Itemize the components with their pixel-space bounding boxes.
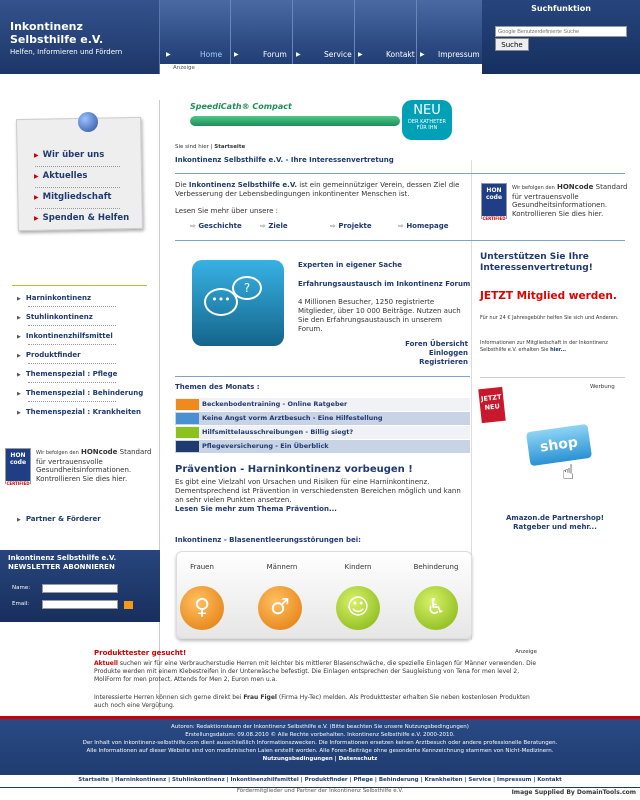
pin-icon (78, 112, 98, 132)
catheter-image (190, 116, 400, 126)
forum-heading: Experten in eigener Sache (298, 261, 403, 269)
produkttester-title: Produkttester gesucht! (94, 649, 187, 657)
image-credit: Image Supplied By DomainTools.com (511, 789, 636, 796)
arrow-icon: ⇨ (330, 222, 336, 230)
honcode-certified: CERTIFIED (482, 216, 506, 221)
forum-register-link[interactable]: Registrieren (419, 358, 468, 366)
speech-bubble-icon: ? (232, 276, 262, 300)
themen-item[interactable]: Keine Angst vorm Arztbesuch - Eine Hilfestellung (175, 412, 470, 425)
sidebar-link-harninkontinenz[interactable]: ▶ Harninkontinenz (17, 294, 92, 302)
intro-text: Die Inkontinenz Selbsthilfe e.V. ist ein gemeinnütziger Verein, dessen Ziel die Verbesserung der Lebensbedingungen inkontinenter Menschen ist. (175, 181, 460, 198)
newsletter-title: Inkontinenz Selbsthilfe e.V. (8, 554, 117, 562)
honcode-logo[interactable] (5, 448, 31, 484)
divider (28, 382, 116, 383)
support-title: Unterstützen Sie Ihre Interessenvertretung! (480, 252, 593, 273)
cat-frauen-label: Frauen (190, 563, 214, 571)
divider (28, 344, 116, 345)
menu-item-aktuelles[interactable]: ▶ Aktuelles (34, 171, 88, 181)
forum-subheading: Erfahrungsaustausch im Inkontinenz Forum (298, 280, 471, 288)
divider (175, 173, 625, 174)
banner-product: SpeediCath® Compact (190, 102, 292, 111)
cat-maenner-label: Männern (266, 563, 298, 571)
site-title: Inkontinenz Selbsthilfe e.V. (10, 20, 104, 46)
themen-item[interactable]: Hilfsmittelausschreibungen - Billig siegt? (175, 426, 470, 439)
color-swatch (176, 441, 199, 452)
search-panel (482, 0, 640, 74)
main-nav (160, 0, 482, 64)
produkttester-text: Aktuell suchen wir für eine Verbraucherstudie Herren mit leichter bis mittlerer Blasenschwäche, die spezielle Einlagen für Männer verwenden. Die Produkte werden mit einem Klebestreifen in der Unterwäsche befestigt. Die Einlagen entsprechen der Saugleistung von Tena for men level 2, MoliForm for men protect, Attends for Men 2, Euron men u.a. (94, 660, 537, 683)
nav-arrow-icon: ▶ (296, 51, 301, 58)
newsletter-submit-icon[interactable] (124, 601, 133, 609)
nav-item-forum[interactable]: Forum (263, 50, 287, 59)
nav-arrow-icon: ▶ (166, 51, 171, 58)
link-projekte[interactable]: ⇨ Projekte (330, 222, 372, 230)
newsletter-email-label: Email: (12, 601, 30, 607)
divider (12, 285, 147, 286)
praevention-link[interactable]: Lesen Sie mehr zum Thema Prävention... (175, 505, 337, 513)
werbung-label: Werbung (590, 384, 615, 390)
search-input[interactable] (495, 26, 627, 37)
divider (175, 240, 625, 241)
honcode-text: Wir befolgen den HONcode Standard für vertrauensvolle Gesundheitsinformationen. Kontrollieren Sie dies hier. (36, 448, 152, 483)
amazon-sub-link[interactable]: Ratgeber und mehr... (513, 523, 597, 531)
fee-text: Für nur 24 € Jahresgebühr helfen Sie sich und Anderen. (480, 315, 619, 321)
breadcrumb: Sie sind hier | Startseite (175, 144, 246, 150)
themen-item[interactable]: Pflegeversicherung - Ein Überblick (175, 440, 470, 453)
man-icon[interactable]: ♂ (258, 586, 302, 630)
praevention-title[interactable]: Prävention - Harninkontinenz vorbeugen ! (175, 464, 413, 475)
arrow-icon: ⇨ (398, 222, 404, 230)
footer-line: Autoren: Redaktionsteam der Inkontinenz Selbsthilfe e.V. (Bitte beachten Sie unsere Nutzungsbedingungen) (171, 724, 469, 730)
site-subtitle: Helfen, Informieren und Fördern (10, 48, 123, 56)
nav-arrow-icon: ▶ (234, 51, 239, 58)
sidebar-link-behinderung[interactable]: ▶ Themenspezial : Behinderung (17, 389, 144, 397)
nav-arrow-icon: ▶ (358, 51, 363, 58)
forum-login-link[interactable]: Einloggen (428, 349, 468, 357)
divider (28, 363, 116, 364)
link-homepage[interactable]: ⇨ Homepage (398, 222, 449, 230)
nav-item-impressum[interactable]: Impressum (438, 50, 480, 59)
sidebar-link-krankheiten[interactable]: ▶ Themenspezial : Krankheiten (17, 408, 142, 416)
color-swatch (176, 427, 199, 438)
menu-item-mitgliedschaft[interactable]: ▶ Mitgliedschaft (34, 192, 112, 202)
menu-item-wir-ueber-uns[interactable]: ▶ Wir über uns (34, 150, 105, 160)
footer-stripe (0, 716, 640, 719)
forum-icon[interactable] (192, 260, 284, 346)
intro-more: Lesen Sie mehr über unsere : (175, 207, 279, 215)
ad-banner[interactable] (190, 100, 446, 140)
sidebar-link-produktfinder[interactable]: ▶ Produktfinder (17, 351, 81, 359)
nav-item-kontakt[interactable]: Kontakt (386, 50, 415, 59)
divider (35, 187, 120, 188)
newsletter-subtitle: NEWSLETTER ABONNIEREN (8, 563, 115, 571)
search-button[interactable]: Suche (495, 38, 529, 51)
shop-button-image[interactable]: shop (526, 424, 592, 466)
menu-item-spenden[interactable]: ▶ Spenden & Helfen (34, 213, 130, 223)
honcode-text: Wir befolgen den HONcode Standard für vertrauensvolle Gesundheitsinformationen. Kontrollieren Sie dies hier. (512, 183, 628, 218)
link-ziele[interactable]: ⇨ Ziele (260, 222, 288, 230)
nav-item-home[interactable]: Home (200, 50, 223, 59)
nav-divider (292, 0, 293, 64)
child-icon[interactable]: ☺ (336, 586, 380, 630)
membership-info: Informationen zur Mitgliedschaft in der Inkontinenz Selbsthilfe e.V. erhalten Sie hier... (480, 340, 608, 353)
forum-overview-link[interactable]: Foren Übersicht (405, 340, 468, 348)
jetzt-neu-badge[interactable]: JETZT NEU (478, 387, 505, 423)
page-title: Inkontinenz Selbsthilfe e.V. - Ihre Interessenvertretung (175, 156, 394, 164)
ad-label: Anzeige (515, 649, 537, 655)
blase-heading: Inkontinenz - Blasenentleerungsstörungen bei: (175, 536, 361, 544)
nav-arrow-icon: ▶ (420, 51, 425, 58)
sidebar-link-partner[interactable]: ▶ Partner & Förderer (17, 515, 101, 523)
footer-line: Alle Informationen auf dieser Website sind von medizinischen Laien erstellt worden. Alle Foren-Beiträge ohne gesonderte Kennzeichnung stammen von Nicht-Medizinern. (86, 748, 554, 754)
site-logo[interactable] (0, 0, 160, 74)
sidebar-link-pflege[interactable]: ▶ Themenspezial : Pflege (17, 370, 118, 378)
arrow-icon: ⇨ (190, 222, 196, 230)
nav-divider (354, 0, 355, 64)
footer-nav-links[interactable]: Startseite | Harninkontinenz | Stuhlinkontinenz | Inkontinenzhilfsmittel | Produktfinder | Pflege | Behinderung | Krankheiten | Service | Impressum | Kontakt (0, 775, 640, 787)
cat-behinderung-label: Behinderung (413, 563, 459, 571)
divider (175, 376, 470, 377)
membership-info-link[interactable]: hier... (550, 347, 567, 353)
link-geschichte[interactable]: ⇨ Geschichte (190, 222, 242, 230)
newsletter-email-input[interactable] (42, 600, 118, 609)
ad-label: Anzeige (173, 65, 195, 71)
nav-item-service[interactable]: Service (324, 50, 352, 59)
divider (28, 325, 116, 326)
jetzt-mitglied-link[interactable]: JETZT Mitglied werden. (480, 290, 617, 302)
divider (35, 208, 120, 209)
partner-footer-label: Fördermitglieder und Partner der Inkontinenz Selbsthilfe e.V. (0, 788, 640, 800)
produkttester-contact: Interessierte Herren können sich gerne direkt bei Frau Figel (Firma Hy-Tec) melden. Als Produkttester erhalten Sie neben kostenlosen Produkten auch noch eine Vergütung. (94, 694, 530, 709)
woman-icon[interactable]: ♀ (180, 586, 224, 630)
neu-badge: NEU DER KATHETER FÜR IHN (402, 100, 452, 140)
newsletter-name-input[interactable] (42, 584, 118, 593)
honcode-label: HON code (9, 452, 27, 466)
honcode-label: HON code (485, 187, 503, 201)
footer-line: Der Inhalt von inkontinenz-selbsthilfe.com dient ausschließlich Informationszwecken. Die Informationen ersetzen keinen Arztbesuch oder andere professionelle Beratungen. (82, 740, 558, 746)
newsletter-name-label: Name: (12, 585, 31, 591)
footer-line: Erstellungsdatum: 09.08.2010 © Alle Rechte vorbehalten. Inkontinenz Selbsthilfe e.V. 2000-2010. (185, 732, 455, 738)
themen-heading: Themen des Monats : (175, 383, 260, 391)
breadcrumb-current[interactable]: Startseite (214, 144, 246, 150)
divider (35, 166, 120, 167)
sidebar-link-stuhlinkontinenz[interactable]: ▶ Stuhlinkontinenz (17, 313, 93, 321)
speech-bubble-icon: ••• (204, 288, 238, 316)
nav-divider (230, 0, 231, 64)
produkttester-section (82, 645, 542, 715)
cursor-hand-icon: ☝ (562, 460, 575, 484)
divider (28, 401, 116, 402)
forum-text: 4 Millionen Besucher, 1250 registrierte Mitglieder, über 10 000 Beiträge. Nutzen auch Sie den Erfahrungsaustausch in unserem Forum. (298, 298, 461, 333)
honcode-logo[interactable] (481, 183, 507, 219)
divider (480, 377, 625, 378)
cat-kinder-label: Kindern (344, 563, 372, 571)
footer-legal-links[interactable]: Nutzungsbedingungen | Datenschutz (262, 756, 378, 762)
themen-item[interactable]: Beckenbodentraining - Online Ratgeber (175, 398, 470, 411)
color-swatch (176, 399, 199, 410)
divider (28, 306, 116, 307)
honcode-certified: CERTIFIED (6, 481, 30, 486)
praevention-text: Es gibt eine Vielzahl von Ursachen und Risiken für eine Harninkontinenz. Dementsprechend ist Prävention in verschiedensten Bereichen möglich und kann an sehr vielen Punkten ansetzen. (175, 478, 461, 504)
sidebar-link-hilfsmittel[interactable]: ▶ Inkontinenzhilfsmittel (17, 332, 113, 340)
arrow-icon: ⇨ (260, 222, 266, 230)
color-swatch (176, 413, 199, 424)
amazon-link[interactable]: Amazon.de Partnershop! (506, 514, 604, 522)
search-heading: Suchfunktion (531, 4, 591, 13)
nav-divider (416, 0, 417, 64)
wheelchair-icon[interactable]: ♿ (414, 586, 458, 630)
